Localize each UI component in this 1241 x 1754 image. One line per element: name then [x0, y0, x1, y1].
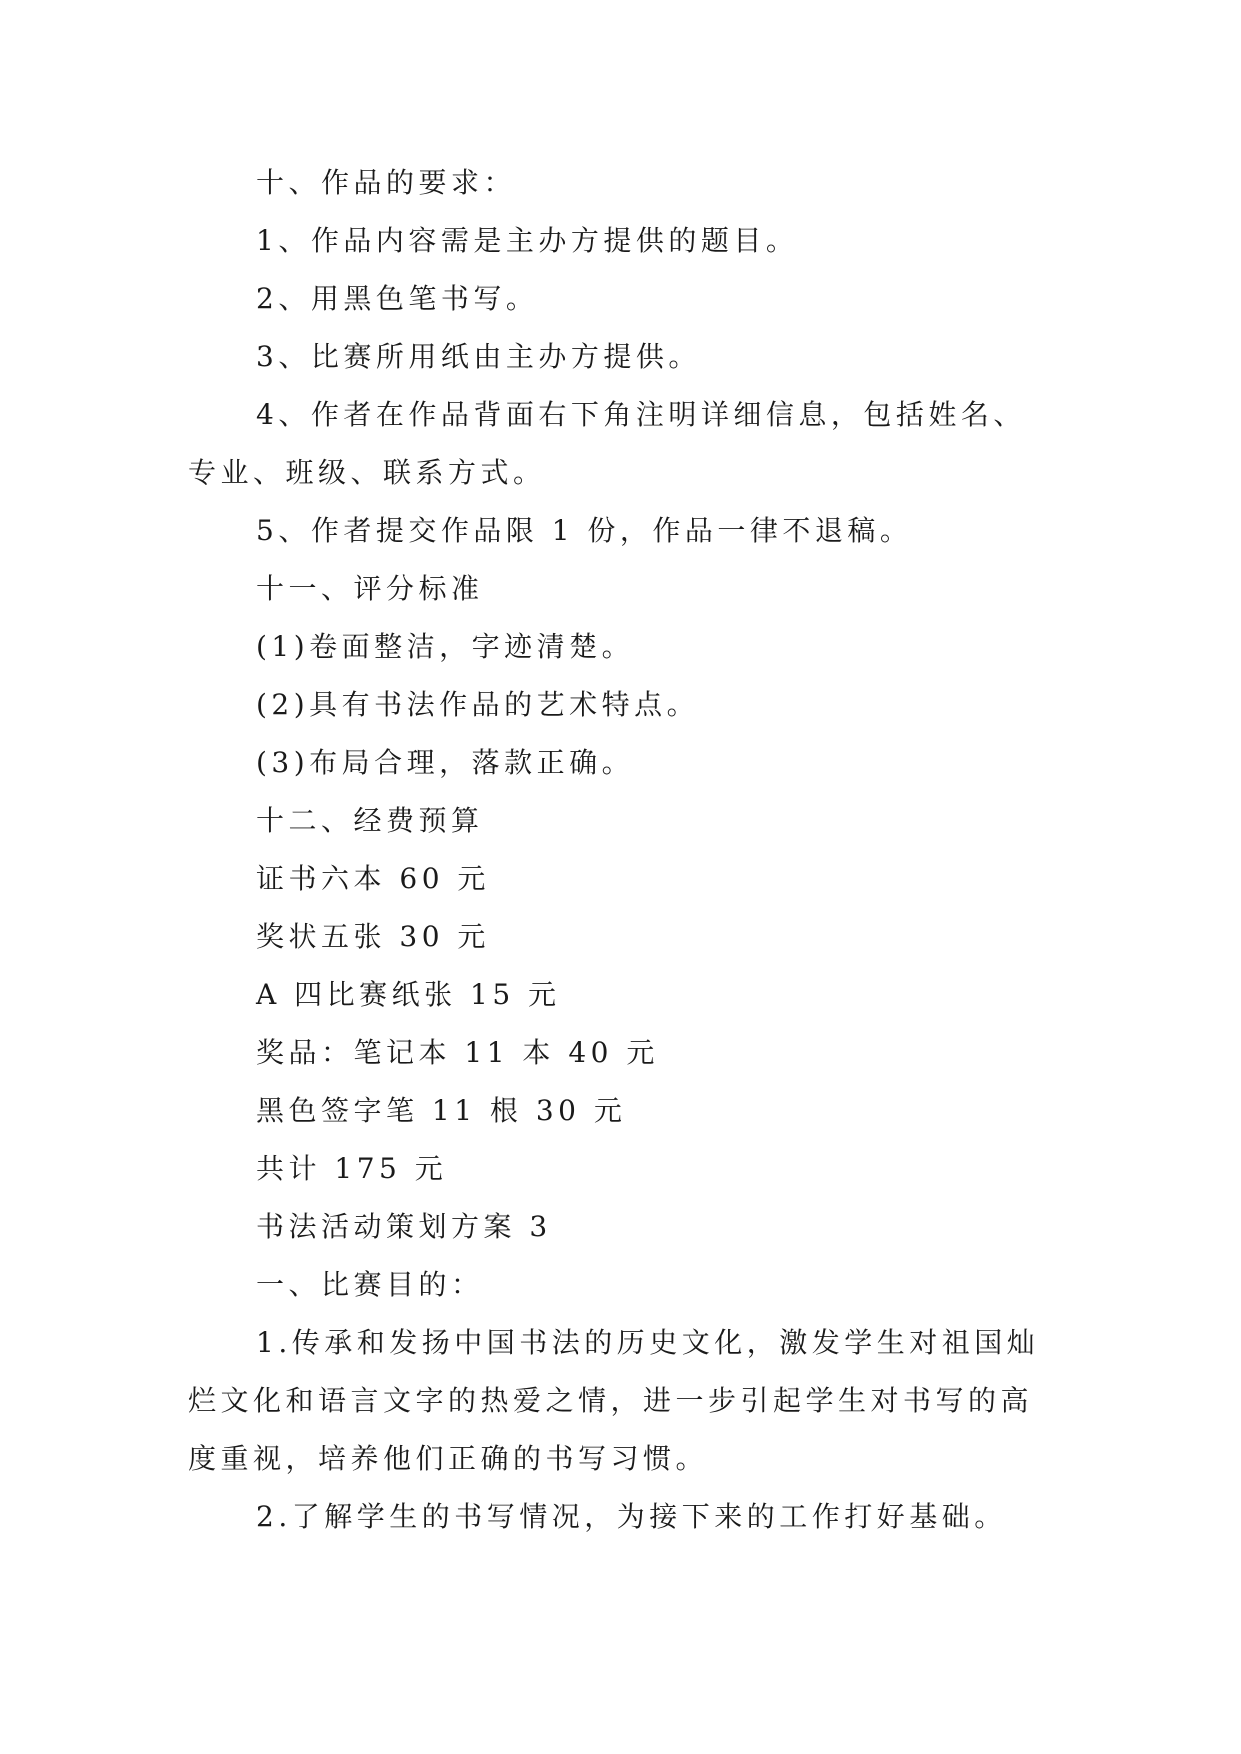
scoring-item-1: (1)卷面整洁，字迹清楚。	[256, 630, 635, 663]
section-heading-purpose: 一、比赛目的：	[256, 1268, 484, 1301]
requirement-item-3: 3、比赛所用纸由主办方提供。	[256, 340, 701, 373]
purpose-item-2: 2.了解学生的书写情况，为接下来的工作打好基础。	[256, 1500, 1007, 1533]
budget-item-notebooks: 奖品：笔记本 11 本 40 元	[256, 1036, 659, 1069]
budget-item-paper: A 四比赛纸张 15 元	[256, 978, 561, 1011]
requirement-item-4: 4、作者在作品背面右下角注明详细信息，包括姓名、专业、班级、联系方式。	[188, 398, 1026, 489]
section-heading-budget: 十二、经费预算	[256, 804, 484, 837]
requirement-item-1: 1、作品内容需是主办方提供的题目。	[256, 224, 799, 257]
budget-total: 共计 175 元	[256, 1152, 448, 1185]
scoring-item-3: (3)布局合理，落款正确。	[256, 746, 635, 779]
budget-item-pens: 黑色签字笔 11 根 30 元	[256, 1094, 627, 1127]
document-body	[188, 154, 1055, 1546]
plan-title: 书法活动策划方案 3	[256, 1210, 552, 1243]
requirement-item-5: 5、作者提交作品限 1 份，作品一律不退稿。	[256, 514, 913, 547]
budget-item-awards: 奖状五张 30 元	[256, 920, 490, 953]
requirement-item-2: 2、用黑色笔书写。	[256, 282, 539, 315]
section-heading-requirements: 十、作品的要求：	[256, 166, 517, 199]
budget-item-certificates: 证书六本 60 元	[256, 862, 490, 895]
scoring-item-2: (2)具有书法作品的艺术特点。	[256, 688, 700, 721]
purpose-item-1: 1.传承和发扬中国书法的历史文化，激发学生对祖国灿烂文化和语言文字的热爱之情，进一步引起学生对书写的高度重视，培养他们正确的书写习惯。	[188, 1326, 1040, 1475]
section-heading-scoring: 十一、评分标准	[256, 572, 484, 605]
